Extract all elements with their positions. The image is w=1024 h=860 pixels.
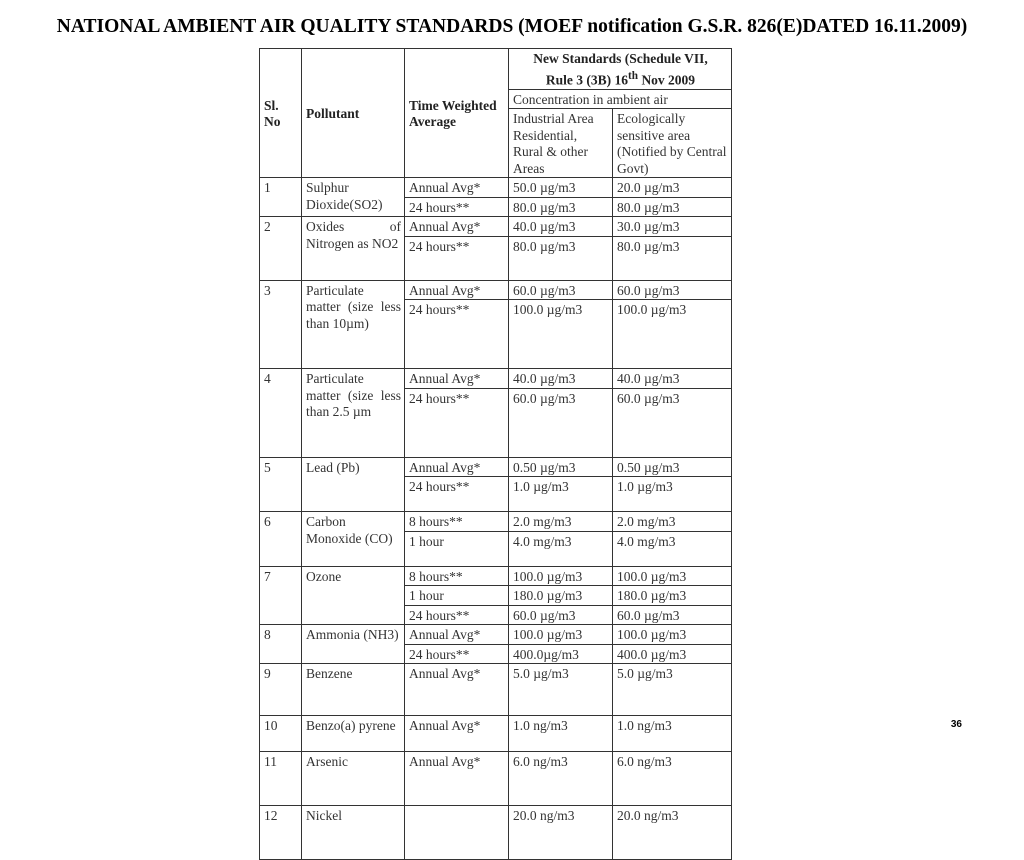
- table-row: [260, 664, 732, 716]
- row-time-weighted-average: 24 hours**: [405, 644, 509, 664]
- row-industrial-value: 60.0 µg/m3: [509, 605, 613, 625]
- row-industrial-value: 100.0 µg/m3: [509, 625, 613, 645]
- row-sl-number: 12: [260, 806, 302, 860]
- row-ecological-value: 180.0 µg/m3: [613, 586, 732, 606]
- row-industrial-value: 80.0 µg/m3: [509, 197, 613, 217]
- table-row: [260, 280, 732, 300]
- row-pollutant: Sulphur Dioxide(SO2): [302, 178, 405, 217]
- row-ecological-value: 60.0 µg/m3: [613, 388, 732, 457]
- row-industrial-value: 40.0 µg/m3: [509, 369, 613, 389]
- row-time-weighted-average: Annual Avg*: [405, 369, 509, 389]
- row-pollutant: Particulate matter (size less than 2.5 µm: [302, 369, 405, 458]
- row-ecological-value: 400.0 µg/m3: [613, 644, 732, 664]
- row-industrial-value: 60.0 µg/m3: [509, 280, 613, 300]
- row-ecological-value: 1.0 µg/m3: [613, 477, 732, 512]
- row-ecological-value: 100.0 µg/m3: [613, 566, 732, 586]
- row-sl-number: 3: [260, 280, 302, 369]
- row-pollutant: Particulate matter (size less than 10µm): [302, 280, 405, 369]
- page-number: 36: [950, 719, 962, 730]
- row-time-weighted-average: 24 hours**: [405, 477, 509, 512]
- row-time-weighted-average: Annual Avg*: [405, 716, 509, 752]
- row-ecological-value: 40.0 µg/m3: [613, 369, 732, 389]
- row-pollutant: Lead (Pb): [302, 457, 405, 512]
- row-pollutant: Oxides of Nitrogen as NO2: [302, 217, 405, 281]
- row-sl-number: 10: [260, 716, 302, 752]
- row-pollutant: Benzene: [302, 664, 405, 716]
- row-industrial-value: 20.0 ng/m3: [509, 806, 613, 860]
- row-time-weighted-average: Annual Avg*: [405, 625, 509, 645]
- row-industrial-value: 0.50 µg/m3: [509, 457, 613, 477]
- header-new-standards-line2: Rule 3 (3B) 16: [545, 72, 629, 87]
- row-sl-number: 1: [260, 178, 302, 217]
- row-pollutant: Carbon Monoxide (CO): [302, 512, 405, 567]
- page-title: NATIONAL AMBIENT AIR QUALITY STANDARDS (MOEF notification G.S.R. 826(E)DATED 16.11.2009): [56, 16, 968, 37]
- row-sl-number: 9: [260, 664, 302, 716]
- row-ecological-value: 6.0 ng/m3: [613, 752, 732, 806]
- header-time-weighted-average: Time Weighted Average: [405, 49, 509, 178]
- row-industrial-value: 80.0 µg/m3: [509, 236, 613, 280]
- row-ecological-value: 30.0 µg/m3: [613, 217, 732, 237]
- row-sl-number: 7: [260, 566, 302, 625]
- row-time-weighted-average: 24 hours**: [405, 197, 509, 217]
- row-industrial-value: 1.0 ng/m3: [509, 716, 613, 752]
- row-sl-number: 5: [260, 457, 302, 512]
- air-quality-standards-table: [259, 48, 732, 860]
- row-time-weighted-average: 8 hours**: [405, 512, 509, 532]
- row-ecological-value: 80.0 µg/m3: [613, 236, 732, 280]
- table-row: [260, 217, 732, 237]
- table-row: [260, 566, 732, 586]
- row-pollutant: Ozone: [302, 566, 405, 625]
- row-ecological-value: 5.0 µg/m3: [613, 664, 732, 716]
- row-time-weighted-average: 24 hours**: [405, 300, 509, 369]
- row-time-weighted-average: 24 hours**: [405, 236, 509, 280]
- row-sl-number: 11: [260, 752, 302, 806]
- row-ecological-value: 20.0 µg/m3: [613, 178, 732, 198]
- header-industrial-area: Industrial Area Residential, Rural & other Areas: [509, 109, 613, 178]
- row-sl-number: 6: [260, 512, 302, 567]
- table-row: [260, 512, 732, 532]
- row-ecological-value: 2.0 mg/m3: [613, 512, 732, 532]
- row-time-weighted-average: Annual Avg*: [405, 178, 509, 198]
- header-new-standards-line1: New Standards (Schedule VII,: [533, 51, 708, 66]
- row-time-weighted-average: 8 hours**: [405, 566, 509, 586]
- row-industrial-value: 60.0 µg/m3: [509, 388, 613, 457]
- row-pollutant: Benzo(a) pyrene: [302, 716, 405, 752]
- row-sl-number: 4: [260, 369, 302, 458]
- table-row: [260, 806, 732, 860]
- row-ecological-value: 100.0 µg/m3: [613, 625, 732, 645]
- row-ecological-value: 100.0 µg/m3: [613, 300, 732, 369]
- header-pollutant: Pollutant: [302, 49, 405, 178]
- header-new-standards-sup: th: [628, 69, 639, 82]
- header-sl: Sl. No: [260, 49, 302, 178]
- row-ecological-value: 80.0 µg/m3: [613, 197, 732, 217]
- table-row: [260, 369, 732, 389]
- table-row: [260, 178, 732, 198]
- row-industrial-value: 100.0 µg/m3: [509, 566, 613, 586]
- row-industrial-value: 50.0 µg/m3: [509, 178, 613, 198]
- row-pollutant: Ammonia (NH3): [302, 625, 405, 664]
- table-row: [260, 752, 732, 806]
- row-ecological-value: 60.0 µg/m3: [613, 280, 732, 300]
- row-time-weighted-average: 1 hour: [405, 531, 509, 566]
- header-ecological-area: Ecologically sensitive area (Notified by Central Govt): [613, 109, 732, 178]
- row-industrial-value: 5.0 µg/m3: [509, 664, 613, 716]
- table-row: [260, 716, 732, 752]
- row-ecological-value: 20.0 ng/m3: [613, 806, 732, 860]
- row-industrial-value: 180.0 µg/m3: [509, 586, 613, 606]
- row-industrial-value: 1.0 µg/m3: [509, 477, 613, 512]
- row-pollutant: Arsenic: [302, 752, 405, 806]
- row-time-weighted-average: Annual Avg*: [405, 752, 509, 806]
- row-time-weighted-average: Annual Avg*: [405, 457, 509, 477]
- row-ecological-value: 1.0 ng/m3: [613, 716, 732, 752]
- row-pollutant: Nickel: [302, 806, 405, 860]
- row-industrial-value: 2.0 mg/m3: [509, 512, 613, 532]
- row-industrial-value: 4.0 mg/m3: [509, 531, 613, 566]
- row-time-weighted-average: [405, 806, 509, 860]
- header-new-standards-line2b: Nov 2009: [638, 72, 696, 87]
- row-time-weighted-average: Annual Avg*: [405, 217, 509, 237]
- row-industrial-value: 100.0 µg/m3: [509, 300, 613, 369]
- row-industrial-value: 6.0 ng/m3: [509, 752, 613, 806]
- row-time-weighted-average: 1 hour: [405, 586, 509, 606]
- row-ecological-value: 60.0 µg/m3: [613, 605, 732, 625]
- table-row: [260, 625, 732, 645]
- header-new-standards: [509, 49, 732, 90]
- row-industrial-value: 40.0 µg/m3: [509, 217, 613, 237]
- row-time-weighted-average: 24 hours**: [405, 388, 509, 457]
- row-sl-number: 8: [260, 625, 302, 664]
- row-sl-number: 2: [260, 217, 302, 281]
- table-row: [260, 457, 732, 477]
- header-row: [260, 49, 732, 90]
- row-time-weighted-average: Annual Avg*: [405, 280, 509, 300]
- row-industrial-value: 400.0µg/m3: [509, 644, 613, 664]
- row-ecological-value: 4.0 mg/m3: [613, 531, 732, 566]
- row-ecological-value: 0.50 µg/m3: [613, 457, 732, 477]
- header-concentration: Concentration in ambient air: [509, 89, 732, 109]
- row-time-weighted-average: Annual Avg*: [405, 664, 509, 716]
- row-time-weighted-average: 24 hours**: [405, 605, 509, 625]
